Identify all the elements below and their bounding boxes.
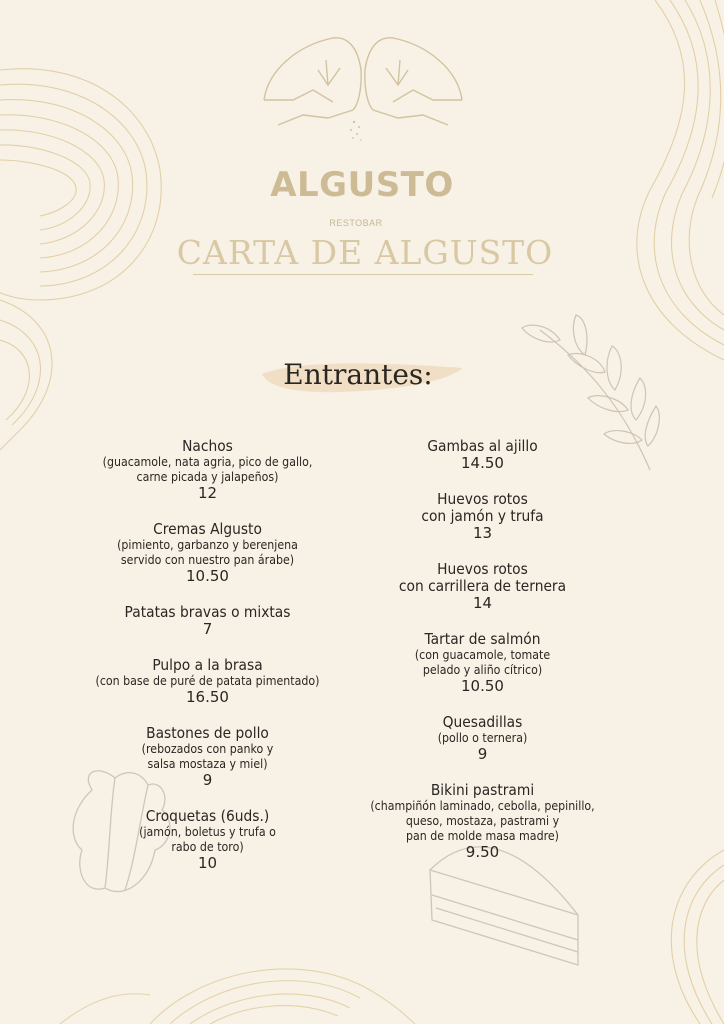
item-name: con jamón y trufa (421, 507, 544, 525)
item-price: 14.50 (461, 454, 504, 472)
menu-item (345, 491, 620, 542)
brand-name: ALGUSTO (270, 165, 454, 205)
menu-item (345, 631, 620, 695)
item-description: pelado y aliño cítrico) (422, 663, 543, 677)
item-name: Pulpo a la brasa (152, 656, 263, 674)
item-description: carne picada y jalapeños) (136, 470, 279, 484)
menu-item (345, 561, 620, 612)
menu-item (345, 782, 620, 861)
item-name: Huevos rotos (437, 560, 528, 578)
item-price: 10.50 (186, 567, 229, 585)
item-price: 10 (197, 854, 218, 872)
menu-item (70, 725, 345, 789)
item-price: 10.50 (461, 677, 504, 695)
item-description: servido con nuestro pan árabe) (120, 553, 295, 567)
left-column (70, 438, 345, 872)
brand-subtitle: RESTOBAR (329, 218, 383, 228)
menu-item (70, 657, 345, 706)
page-title: CARTA DE ALGUSTO (176, 233, 554, 272)
item-name: Bastones de pollo (146, 724, 269, 742)
item-name: Gambas al ajillo (427, 437, 538, 455)
title-divider (193, 274, 533, 275)
item-description: (con guacamole, tomate (414, 648, 551, 662)
item-price: 12 (197, 484, 218, 502)
item-name: Bikini pastrami (430, 781, 535, 799)
item-name: Patatas bravas o mixtas (124, 603, 291, 621)
item-description: (rebozados con panko y (141, 742, 274, 756)
hands-heart-logo-icon (258, 30, 468, 145)
item-description: pan de molde masa madre) (406, 829, 559, 843)
item-description: (guacamole, nata agria, pico de gallo, (102, 455, 313, 469)
item-description: (champiñón laminado, cebolla, pepinillo, (370, 799, 595, 813)
menu-item (70, 521, 345, 585)
item-name: Quesadillas (442, 713, 523, 731)
item-price: 9 (477, 745, 488, 763)
item-price: 14 (472, 594, 493, 612)
menu-item (345, 438, 620, 472)
item-price: 9 (202, 771, 213, 789)
item-price: 13 (472, 524, 493, 542)
item-description: queso, mostaza, pastrami y (405, 814, 560, 828)
right-column (345, 438, 620, 861)
item-name: Huevos rotos (437, 490, 528, 508)
item-price: 16.50 (186, 688, 229, 706)
item-name: con carrillera de ternera (398, 577, 567, 595)
item-description: rabo de toro) (171, 840, 244, 854)
item-description: (jamón, boletus y trufa o (139, 825, 276, 839)
item-description: (pimiento, garbanzo y berenjena (117, 538, 298, 552)
item-name: Nachos (182, 437, 233, 455)
item-name: Tartar de salmón (424, 630, 541, 648)
menu-item (345, 714, 620, 763)
item-description: (con base de puré de patata pimentado) (95, 674, 320, 688)
item-description: (pollo o ternera) (437, 731, 528, 745)
bottom-swirl (60, 969, 415, 1024)
item-price: 7 (202, 620, 213, 638)
item-name: Cremas Algusto (153, 520, 262, 538)
menu-item (70, 604, 345, 638)
cake-sketch-icon (430, 847, 578, 965)
bottom-right-swirl (671, 850, 724, 1024)
item-price: 9.50 (465, 843, 500, 861)
item-name: Croquetas (6uds.) (145, 807, 270, 825)
item-description: salsa mostaza y miel) (147, 757, 268, 771)
menu-item (70, 438, 345, 502)
menu-item (70, 808, 345, 872)
section-title: Entrantes: (283, 358, 433, 391)
